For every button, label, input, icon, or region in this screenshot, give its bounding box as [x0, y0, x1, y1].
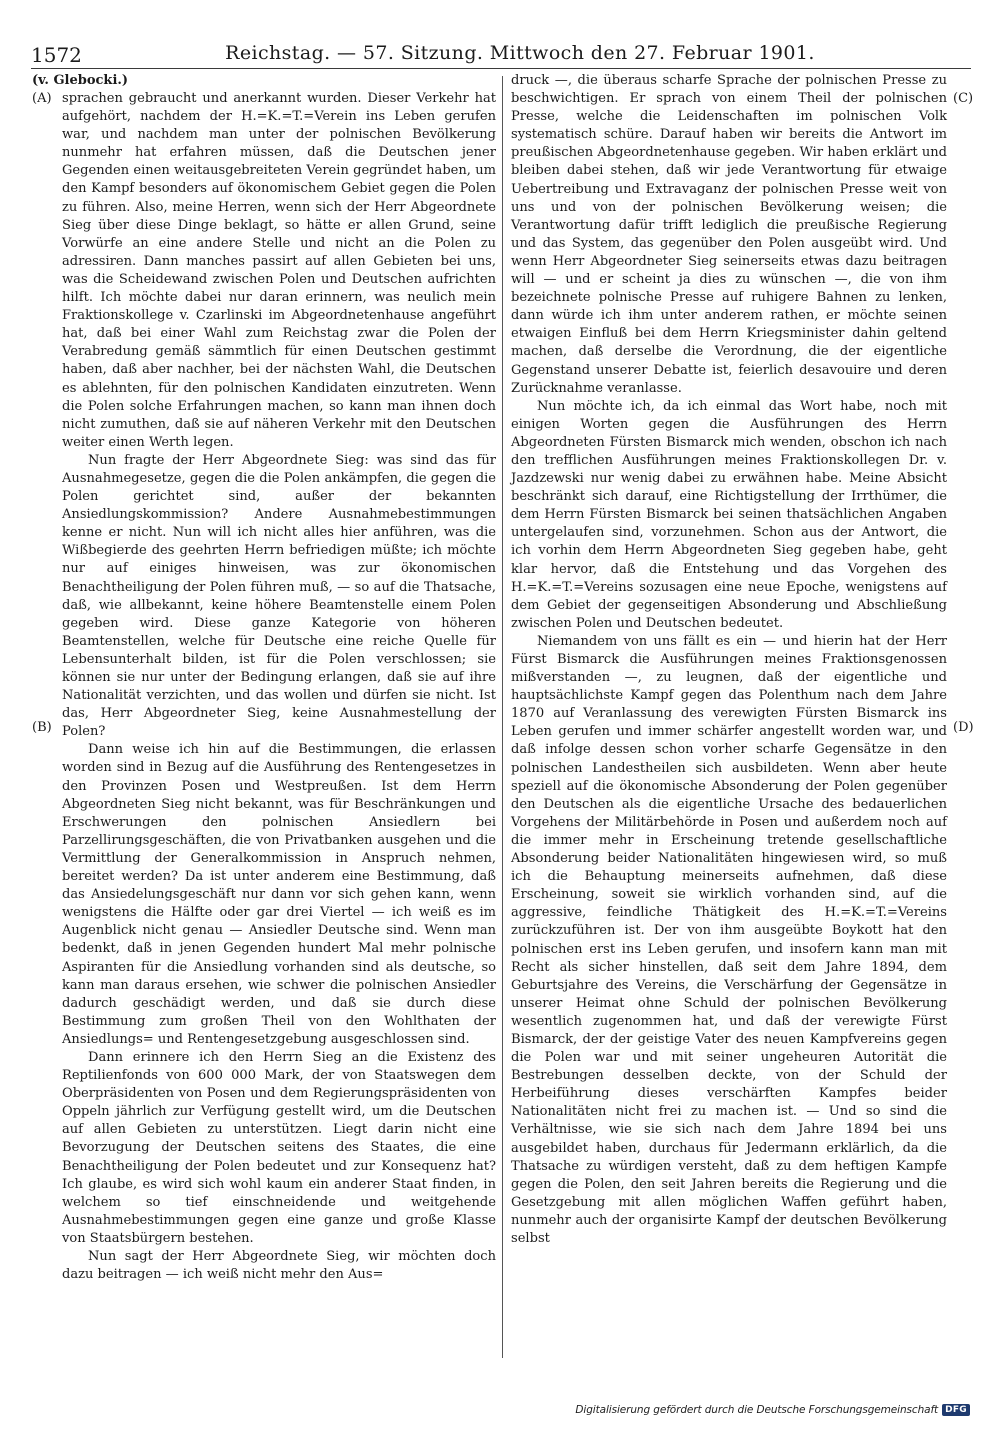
margin-marker-a: (A): [32, 91, 52, 106]
paragraph: Dann weise ich hin auf die Bestimmungen, die erlassen worden sind in Bezug auf die Ausführung des Rentengesetzes in den Provinzen Posen und Westpreußen. Ist dem Herrn Abgeordneten Sieg nicht bekannt, was für Beschränkungen und Erschwerungen den polnischen Ansiedlern bei Parzellirungsgeschäften, die von Privatbanken ausgehen und die Vermittlung der Generalkommission in Anspruch nehmen, bereitet werden? Da ist unter anderem eine Bestimmung, daß das Ansiedelungsgeschäft nur dann vor sich gehen kann, wenn wenigstens die Hälfte oder gar drei Viertel — ich weiß es im Augenblick nicht genau — Ansiedler Deutsche sind. Wenn man bedenkt, daß in jenen Gegenden hundert Mal mehr polnische Aspiranten für die Ansiedlung vorhanden sind als deutsche, so kann man daraus ersehen, wie schwer die polnischen Ansiedler dadurch geschädigt werden, und daß sie durch diese Bestimmung zum großen Theil von den Wohlthaten der Ansiedlungs= und Rentengesetzgebung ausgeschlossen sind.: [62, 742, 496, 1047]
dfg-logo: DFG: [942, 1404, 970, 1416]
page-number: 1572: [31, 43, 82, 67]
page-header: [31, 40, 969, 70]
paragraph: Nun möchte ich, da ich einmal das Wort habe, noch mit einigen Worten gegen die Ausführungen des Herrn Abgeordneten Fürsten Bismarck mich wenden, obschon ich nach den trefflichen Ausführungen meines Fraktionskollegen Dr. v. Jazdzewski nur wenig dabei zu erwähnen habe. Meine Absicht beschränkt sich darauf, eine Richtigstellung der Irrthümer, die dem Herrn Fürsten Bismarck bei seinen thatsächlichen Angaben untergelaufen sind, vorzunehmen. Schon aus der Antwort, die ich vorhin dem Herrn Abgeordneten Sieg gegeben habe, geht klar hervor, daß die Entstehung und das Vorgehen des H.=K.=T.=Vereins sozusagen eine neue Epoche, wenigstens auf dem Gebiet der gegenseitigen Absonderung und Abschließung zwischen Polen und Deutschen bedeutet.: [511, 398, 947, 631]
column-divider: [502, 76, 503, 1358]
margin-marker-b: (B): [32, 720, 52, 735]
paragraph: Nun fragte der Herr Abgeordnete Sieg: was sind das für Ausnahmegesetze, gegen die die Polen ankämpfen, die gegen die Polen gerichtet sind, außer der bekannten Ansiedlungskommission? Andere Ausnahmebestimmungen kenne er nicht. Nun will ich nicht alles hier anführen, was die Wißbegierde des geehrten Herrn befriedigen müßte; ich möchte nur auf einiges hinweisen, was zur ökonomischen Benachtheiligung der Polen führen muß, — so auf die Thatsache, daß, wie allbekannt, keine höhere Beamtenstelle einem Polen gegeben wird. Diese ganze Kategorie von höheren Beamtenstellen, welche für Deutsche eine reiche Quelle für Lebensunterhalt bilden, ist für die Polen verschlossen; sie können sie nur unter der Bedingung erlangen, daß sie auf ihre Nationalität verzichten, und das wollen und dürfen sie nicht. Ist das, Herr Abgeordneter Sieg, keine Ausnahmestellung der Polen?: [62, 452, 496, 740]
speaker-label: (v. Glebocki.): [32, 73, 129, 88]
digitization-footer: [575, 1404, 970, 1416]
paragraph: Dann erinnere ich den Herrn Sieg an die Existenz des Reptilienfonds von 600 000 Mark, der von Staatswegen dem Oberpräsidenten von Posen und dem Regierungspräsidenten von Oppeln jährlich zur Verfügung gestellt wird, um die Deutschen auf allen Gebieten zu unterstützen. Liegt darin nicht eine Bevorzugung der Deutschen seitens des Staates, die eine Benachtheiligung der Polen bedeutet und zur Konsequenz hat? Ich glaube, es wird sich wohl kaum ein anderer Staat finden, in welchem so tief einschneidende und weitgehende Ausnahmebestimmungen gegen eine ganze und große Klasse von Staatsbürgern bestehen.: [62, 1049, 496, 1246]
paragraph: Nun sagt der Herr Abgeordnete Sieg, wir möchten doch dazu beitragen — ich weiß nicht mehr den Aus=: [62, 1249, 496, 1283]
paragraph: Niemandem von uns fällt es ein — und hierin hat der Herr Fürst Bismarck die Ausführungen meines Fraktionsgenossen mißverstanden —, zu leugnen, daß der eigentliche und hauptsächlichste Kampf gegen das Polenthum nach dem Jahre 1870 auf Veranlassung des verewigten Fürsten Bismarck ins Leben gerufen und immer schärfer angestellt worden war, und daß infolge dessen schon vorher scharfe Gegensätze in den polnischen Landestheilen sich ausbildeten. Wenn aber heute speziell auf die ökonomische Absonderung der Polen gegenüber den Deutschen als die eigentliche Ursache des bedauerlichen Vorgehens der Militärbehörde in Posen und außerdem noch auf die immer mehr in Erscheinung tretende gesellschaftliche Absonderung beider Nationalitäten hingewiesen wird, so muß ich die Behauptung meinerseits aufnehmen, daß diese Erscheinung, soweit sie wirklich vorhanden sind, auf die aggressive, feindliche Thätigkeit des H.=K.=T.=Vereins zurückzuführen ist. Der von ihm ausgeübte Boykott hat den polnischen erst ins Leben gerufen, und insofern kann man mit Recht als sicher hinstellen, daß seit dem Jahre 1894, dem Geburtsjahre des Vereins, die Verschärfung der Gegensätze in unserer Heimat ohne Schuld der polnischen Bevölkerung wesentlich zugenommen hat, und daß der verewigte Fürst Bismarck, der der geistige Vater des neuen Kampfvereins gegen die Polen war und mit seiner ungeheuren Autorität die Bestrebungen desselben deckte, von der Schuld der Herbeiführung dieses verschärften Kampfes beider Nationalitäten nicht frei zu machen ist. — Und so sind die Verhältnisse, wie sie sich nach dem Jahre 1894 bei uns ausgebildet haben, durchaus für Jedermann erklärlich, da die Thatsache zu würdigen versteht, daß zu dem heftigen Kampfe gegen die Polen, den seit Jahren bereits die Regierung und die Gesetzgebung mit allen möglichen Waffen geführt haben, nunmehr auch der organisirte Kampf der deutschen Bevölkerung selbst: [511, 633, 947, 1246]
footer-credit: Digitalisierung gefördert durch die Deutsche Forschungsgemeinschaft: [575, 1404, 939, 1416]
running-head: Reichstag. — 57. Sitzung. Mittwoch den 27. Februar 1901.: [225, 42, 815, 64]
paragraph: druck —, die überaus scharfe Sprache der polnischen Presse zu beschwichtigen. Er sprach von einem Theil der polnischen Presse, welche die Leidenschaften im polnischen Volk systematisch schüre. Darauf haben wir bereits die Antwort im preußischen Abgeordnetenhause gegeben. Wir haben erklärt und bleiben dabei stehen, daß wir jede Verantwortung für etwaige Uebertreibung und Extravaganz der polnischen Presse weit von uns und von der polnischen Bevölkerung weisen; die Verantwortung dafür trifft lediglich die preußische Regierung und das System, das gegenüber den Polen ausgeübt wird. Und wenn Herr Abgeordneter Sieg seinerseits etwas dazu beitragen will — und er scheint ja dies zu wünschen —, die von ihm bezeichnete polnische Presse auf ruhigere Bahnen zu lenken, dann würde ich ihm unter anderem rathen, er möchte seinen etwaigen Einfluß bei dem Herrn Kriegsminister dahin geltend machen, daß derselbe die Verordnung, die der eigentliche Gegenstand unserer Debatte ist, feierlich desavouire und deren Zurücknahme veranlasse.: [511, 73, 947, 396]
margin-marker-c: (C): [953, 91, 974, 106]
right-text-column: [511, 72, 947, 1248]
margin-marker-d: (D): [953, 720, 974, 735]
paragraph: sprachen gebraucht und anerkannt wurden. Dieser Verkehr hat aufgehört, nachdem der H.=K.=T.=Verein ins Leben gerufen war, und nachdem man unter der polnischen Bevölkerung nunmehr hat erfahren müssen, daß die Deutschen jener Gegenden einen weitausgebreiteten Verein gegründet haben, um den Kampf besonders auf ökonomischem Gebiet gegen die Polen zu führen. Also, meine Herren, wenn sich der Herr Abgeordnete Sieg über diese Dinge beklagt, so hätte er allen Grund, seine Vorwürfe an eine andere Stelle und nicht an die Polen zu adressiren. Dann manches passirt auf allen Gebieten bei uns, was die Scheidewand zwischen Polen und Deutschen aufrichten hilft. Ich möchte dabei nur daran erinnern, was neulich mein Fraktionskollege v. Czarlinski im Abgeordnetenhause angeführt hat, daß bei einer Wahl zum Reichstag zwar die Polen der Verabredung gemäß sämmtlich für einen Deutschen gestimmt haben, daß aber nachher, bei der nächsten Wahl, die Deutschen es ablehnten, für den polnischen Kandidaten einzutreten. Wenn die Polen solche Erfahrungen machen, so kann man ihnen doch nicht zumuthen, daß sie auf näheren Verkehr mit den Deutschen weiter einen Werth legen.: [62, 91, 496, 450]
header-rule: [31, 68, 971, 69]
left-text-column: [32, 72, 496, 1284]
